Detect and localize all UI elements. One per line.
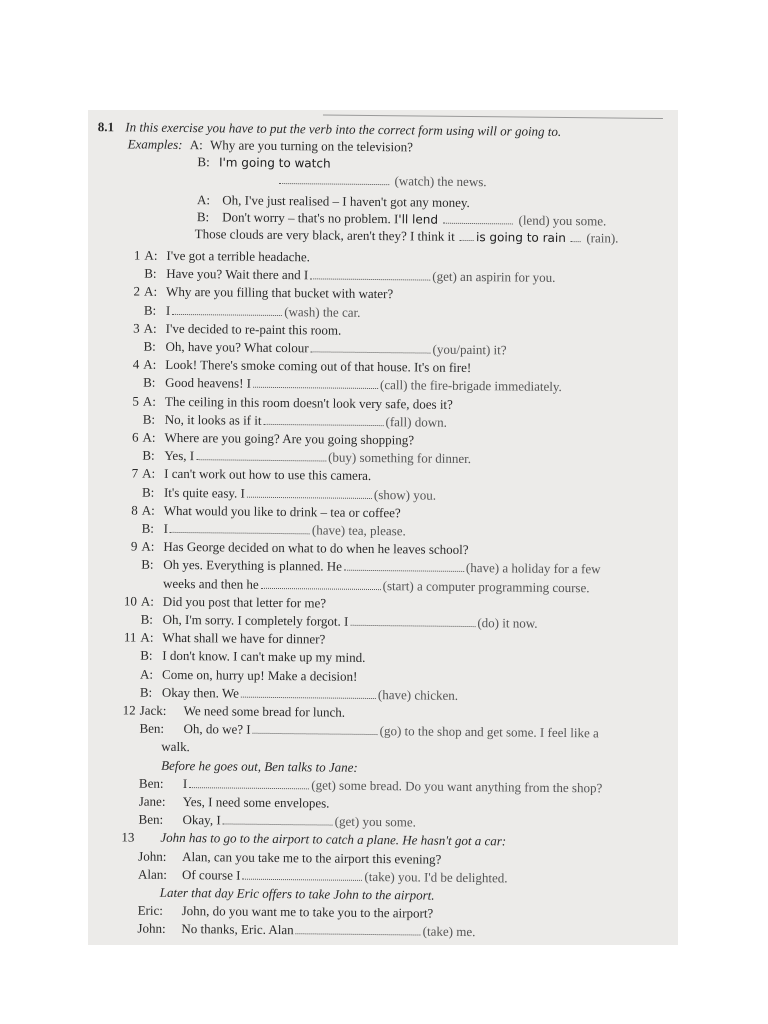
item-text: I [165,302,171,318]
item-text: Okay, I [182,812,221,828]
item-text: Oh yes. Everything is planned. He [163,557,343,575]
exercise-item-line [104,701,346,721]
item-text: Yes, I need some envelopes. [182,794,330,811]
example-text: Why are you turning on the television? [209,137,413,155]
answer-blank[interactable] [223,813,333,826]
verb-hint: (call) the fire-brigade immediately. [379,377,562,395]
item-text: Good heavens! I [165,375,252,392]
answer-blank [443,212,513,225]
item-number: 12 [122,702,136,718]
item-text: Oh, have you? What colour [165,338,309,356]
example-1-line [128,135,413,155]
item-number: 8 [131,502,138,518]
example-speaker: A: [189,137,203,153]
item-text: I don't know. I can't make up my mind. [162,648,366,666]
speaker-label: Jane: [138,793,166,809]
speaker-label: A: [140,593,154,609]
example-text: Don't worry – that's no problem. I [222,209,399,227]
answer-blank[interactable] [242,867,362,880]
verb-hint: (get) an aspirin for you. [432,268,556,286]
answer-blank[interactable] [196,448,326,461]
exercise-item-line [102,847,441,868]
exercise-item-line [104,628,325,647]
examples-label: Examples: [127,136,183,152]
verb-hint: (you/paint) it? [432,341,507,358]
speaker-label: A: [142,393,157,409]
item-text: I've got a terrible headache. [166,247,311,265]
textbook-page [88,110,678,945]
item-number: 1 [133,247,141,263]
answer-blank [279,172,389,185]
item-text: Why are you filling that bucket with water? [166,284,394,302]
item-text: We need some bread for lunch. [183,703,346,720]
answer-blank[interactable] [263,413,383,426]
verb-hint: (take) you. I'd be delighted. [364,868,508,886]
verb-hint: (rain). [586,230,619,246]
speaker-label: B: [143,374,156,391]
exercise-item-line [106,465,371,485]
item-text: Have you? Wait there and I [166,266,309,283]
exercise-item-line [105,537,468,558]
item-text: The ceiling in this room doesn't look very safe, does it? [164,393,453,412]
speaker-label: Ben: [138,775,164,791]
exercise-item-line [102,901,434,921]
exercise-item-line [101,920,475,941]
page-content [88,110,678,940]
verb-hint: (have) a holiday for a few [465,560,601,577]
example-text: Oh, I've just realised – I haven't got any money. [222,192,470,211]
speaker-label: A: [143,320,157,336]
item-number: 11 [123,629,137,645]
verb-hint: (start) a computer programming course. [382,577,590,595]
header-rule [323,114,663,119]
speaker-label: A: [142,429,156,445]
speaker-label: B: [139,684,153,700]
item-number: 3 [133,320,140,336]
item-text: John has to go to the airport to catch a plane. He hasn't got a car: [160,830,507,849]
item-text: Oh, I'm sorry. I completely forgot. I [162,611,349,629]
exercise-item-line [104,647,365,667]
speaker-label: A: [141,502,155,518]
exercise-item-line [103,756,358,776]
item-text: weeks and then he [162,575,259,592]
exercise-item-line [103,738,190,756]
item-text: John, do you want me to take you to the airport? [181,903,434,921]
verb-hint: (have) tea, please. [311,522,406,539]
example-handwritten-answer: I'm going to watch [218,155,331,171]
item-text: No, it looks as if it [164,411,262,428]
verb-hint: (get) some bread. Do you want anything from the shop? [311,777,603,796]
exercise-item-line [104,683,458,704]
item-number: 9 [130,538,138,554]
verb-hint: (lend) you some. [518,212,607,229]
speaker-label: B: [141,520,154,536]
speaker-label: Ben: [139,720,165,737]
answer-blank[interactable] [247,485,372,498]
speaker-label: B: [142,411,156,427]
verb-hint: (get) you some. [334,813,417,830]
speaker-label: A: [142,465,156,482]
verb-hint: (buy) something for dinner. [328,449,472,467]
speaker-label: A: [140,629,154,645]
item-number: 7 [131,465,139,481]
verb-hint: (wash) the car. [284,303,361,320]
item-number: 5 [132,393,140,409]
exercise-item-line [108,246,310,265]
exercise-item-line [106,483,436,503]
item-text: Where are you going? Are you going shopping? [164,429,415,448]
exercise-item-line [106,501,401,521]
speaker-label: B: [143,338,156,354]
item-text: No thanks, Eric. Alan [181,921,294,938]
answer-blank[interactable] [311,340,431,353]
speaker-label: B: [143,302,157,318]
example-handwritten-answer: 'll lend [398,212,439,227]
exercise-item-line [105,592,326,611]
exercise-item-line [108,283,393,303]
item-number: 10 [123,593,137,609]
verb-hint: (fall) down. [385,413,447,430]
example-speaker: A: [196,192,211,208]
item-number: 13 [121,829,135,845]
answer-blank[interactable] [261,576,381,589]
verb-hint: (show) you. [373,486,437,503]
example-5-line [195,225,619,247]
item-text: I [182,775,188,791]
exercise-item-line [102,810,416,830]
speaker-label: A: [140,666,154,682]
answer-blank[interactable] [310,268,430,281]
speaker-label: A: [141,538,155,554]
item-number: 4 [132,356,140,372]
item-text: Later that day Eric offers to take John to the airport. [159,884,435,903]
example-text: Those clouds are very black, aren't they? I think it [194,226,455,244]
exercise-item-line [108,319,342,338]
verb-hint: (watch) the news. [394,173,487,190]
speaker-label: B: [142,447,155,463]
exercise-item-line [103,792,330,811]
answer-blank[interactable] [350,614,475,627]
answer-blank[interactable] [172,302,282,315]
item-text: walk. [161,739,190,755]
item-number: 2 [133,283,141,299]
answer-blank [571,230,581,242]
answer-blank[interactable] [170,521,310,534]
answer-blank[interactable] [253,722,378,735]
speaker-label: Eric: [137,902,163,919]
speaker-label: B: [141,556,154,573]
item-text: Come on, hurry up! Make a decision! [162,666,358,684]
exercise-item-line [107,410,447,431]
speaker-label: B: [140,647,153,664]
item-text: Look! There's smoke coming out of that house. It's on fire! [165,357,472,376]
example-handwritten-answer: is going to rain [475,230,566,246]
exercise-instruction: In this exercise you have to put the verb into the correct form using will or going to. [125,119,562,139]
exercise-item-line [106,519,406,539]
speaker-label: B: [144,265,157,281]
item-text: Yes, I [164,448,195,464]
item-text: Okay then. We [161,684,240,701]
example-2-hint-line [277,171,486,190]
speaker-label: B: [140,611,154,627]
exercise-item-line [102,883,435,903]
item-text: Oh, do we? I [183,721,251,737]
speaker-label: B: [141,484,155,500]
answer-blank[interactable] [344,559,464,572]
exercise-item-line [108,301,361,321]
item-text: Did you post that letter for me? [162,593,327,611]
exercise-item-line [104,665,357,685]
answer-blank[interactable] [296,923,421,936]
item-text: I've decided to re-paint this room. [165,320,342,338]
speaker-label: Ben: [138,811,164,828]
item-text: I [163,520,169,536]
answer-blank[interactable] [253,376,378,389]
speaker-label: A: [144,247,158,263]
speaker-label: Alan: [137,866,167,882]
item-text: Alan, can you take me to the airport this evening? [182,848,442,867]
speaker-label: John: [138,848,167,864]
speaker-label: A: [144,283,158,300]
item-text: It's quite easy. I [163,484,246,501]
exercise-item-line [107,392,453,413]
verb-hint: (go) to the shop and get some. I feel like a [379,723,599,741]
item-text: Of course I [181,866,241,883]
item-text: Has George decided on what to do when he leaves school? [163,539,469,558]
answer-blank[interactable] [189,776,309,789]
exercise-number: 8.1 [97,119,115,135]
exercise-item-line [106,428,414,448]
item-text: What shall we have for dinner? [162,629,326,647]
exercise-item-line [107,355,471,376]
verb-hint: (do) it now. [477,615,538,631]
example-speaker: B: [197,154,210,170]
example-speaker: B: [196,209,210,225]
verb-hint: (have) chicken. [377,686,459,703]
answer-blank [460,229,474,241]
item-text: Before he goes out, Ben talks to Jane: [161,757,358,775]
item-number: 6 [131,429,139,445]
speaker-label: John: [137,920,166,937]
answer-blank[interactable] [241,685,376,698]
speaker-label: A: [143,356,157,372]
item-text: I can't work out how to use this camera. [164,466,372,484]
item-text: What would you like to drink – tea or coffee? [163,502,401,521]
example-2-line [197,153,330,172]
exercise-item-line [106,446,471,467]
verb-hint: (take) me. [422,923,476,940]
speaker-label: Jack: [139,702,167,718]
